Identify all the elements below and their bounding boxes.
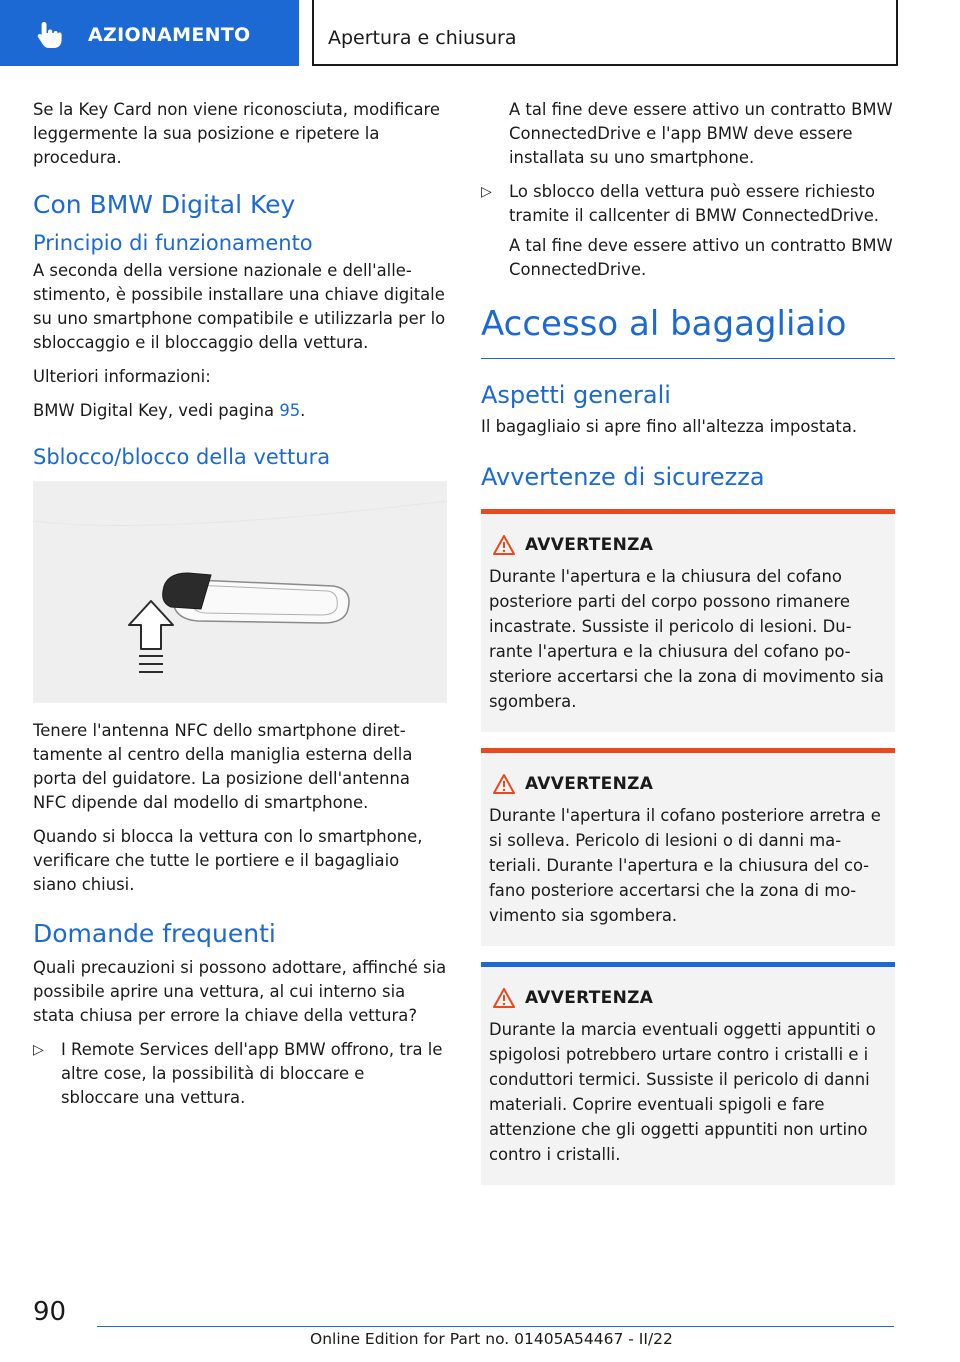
paragraph-intro: Se la Key Card non viene riconosciuta, modificare leggermente la sua posizione e ripetere la procedura. [33, 100, 440, 167]
paragraph-more-info: Ulteriori informazioni: [33, 367, 211, 386]
triangle-bullet-icon: ▷ [481, 184, 492, 200]
answer-list [33, 1038, 447, 1110]
warning-triangle-icon [493, 534, 515, 556]
warning-triangle-icon [493, 987, 515, 1009]
triangle-bullet-icon: ▷ [33, 1042, 44, 1058]
paragraph-general: Il bagagliaio si apre fino all'altezza impostata. [481, 417, 858, 436]
warning-text: Durante la marcia eventuali oggetti appuntiti o spigolosi potrebbero urtare contro i cristalli e i conduttori termici. Sussiste il pericolo di danni materiali. Coprire eventuali spigoli e fare attenzione che gli oggetti appuntiti non urtino contro i cristalli. [489, 1020, 876, 1164]
section-label: AZIONAMENTO [88, 24, 251, 46]
paragraph-principle: A seconda della versione nazionale e dell'allestimento, è possibile installare una chiave digitale su uno smartphone compatibile e utilizzarla per lo sbloccaggio e il bloccaggio della vettura. [33, 261, 446, 352]
heading-digital-key: Con BMW Digital Key [33, 190, 296, 219]
right-column [481, 98, 895, 1201]
answer-list-continued [481, 180, 895, 228]
warning-title: AVVERTENZA [525, 535, 654, 555]
heading-general: Aspetti generali [481, 381, 671, 409]
footer-divider [97, 1326, 894, 1327]
warning-text: Durante l'apertura e la chiusura del cofano posteriore parti del corpo possono rimanere incastrate. Sussiste il pericolo di lesioni. Durante l'apertura e la chiusura del cofano posteriore accertarsi che la zona di movimento sia sgombera. [489, 567, 884, 711]
heading-trunk-access: Accesso al bagagliaio [481, 304, 895, 359]
reference-text: BMW Digital Key, vedi pagina [33, 401, 280, 420]
paragraph-lock: Quando si blocca la vettura con lo smartphone, verificare che tutte le portiere e il bagagliaio siano chiusi. [33, 827, 423, 894]
paragraph-nfc: Tenere l'antenna NFC dello smartphone direttamente al centro della maniglia esterna della porta del guidatore. La posizione dell'antenna NFC dipende dal modello di smartphone. [33, 721, 413, 812]
chapter-header [312, 0, 898, 66]
list-item [481, 180, 895, 228]
section-tab [0, 0, 299, 66]
paragraph-question: Quali precauzioni si possono adottare, affinché sia possibile aprire una vettura, al cui interno sia stata chiusa per errore la chiave della vettura? [33, 958, 447, 1025]
list-item [33, 1038, 447, 1110]
heading-safety: Avvertenze di sicurezza [481, 463, 765, 491]
warning-text: Durante l'apertura il cofano posteriore arretra e si solleva. Pericolo di lesioni o di danni materiali. Durante l'apertura e la chiusura del cofano posteriore accertarsi che la zona di movimento sia sgombera. [489, 806, 881, 925]
chapter-title: Apertura e chiusura [328, 27, 517, 49]
door-handle-illustration [33, 481, 447, 703]
warning-triangle-icon [493, 773, 515, 795]
paragraph-page-reference [33, 399, 447, 423]
door-handle-nfc-icon [33, 481, 447, 703]
warning-title: AVVERTENZA [525, 988, 654, 1008]
reference-end: . [300, 401, 306, 420]
warning-box-1 [481, 509, 895, 732]
page-number: 90 [33, 1297, 67, 1327]
list-item-text: Lo sblocco della vettura può essere richiesto tramite il callcenter di BMW ConnectedDrive. [509, 182, 880, 225]
list-item-text: I Remote Services dell'app BMW offrono, tra le altre cose, la possibilità di bloccare e sbloccare una vettura. [61, 1040, 443, 1107]
warning-box-2 [481, 748, 895, 946]
page-link[interactable]: 95 [279, 401, 301, 420]
warning-box-3 [481, 962, 895, 1185]
left-column [33, 98, 447, 1116]
hand-pointer-icon [34, 20, 68, 50]
footer-edition: Online Edition for Part no. 01405A54467 - II/22 [310, 1330, 673, 1348]
heading-principle: Principio di funzionamento [33, 231, 313, 255]
heading-unlock: Sblocco/blocco della vettura [33, 445, 331, 469]
heading-faq: Domande frequenti [33, 919, 276, 948]
warning-title: AVVERTENZA [525, 774, 654, 794]
paragraph-contract: A tal fine deve essere attivo un contratto BMW ConnectedDrive. [509, 236, 893, 279]
paragraph-contract-app: A tal fine deve essere attivo un contratto BMW ConnectedDrive e l'app BMW deve essere installata su uno smartphone. [509, 100, 893, 167]
